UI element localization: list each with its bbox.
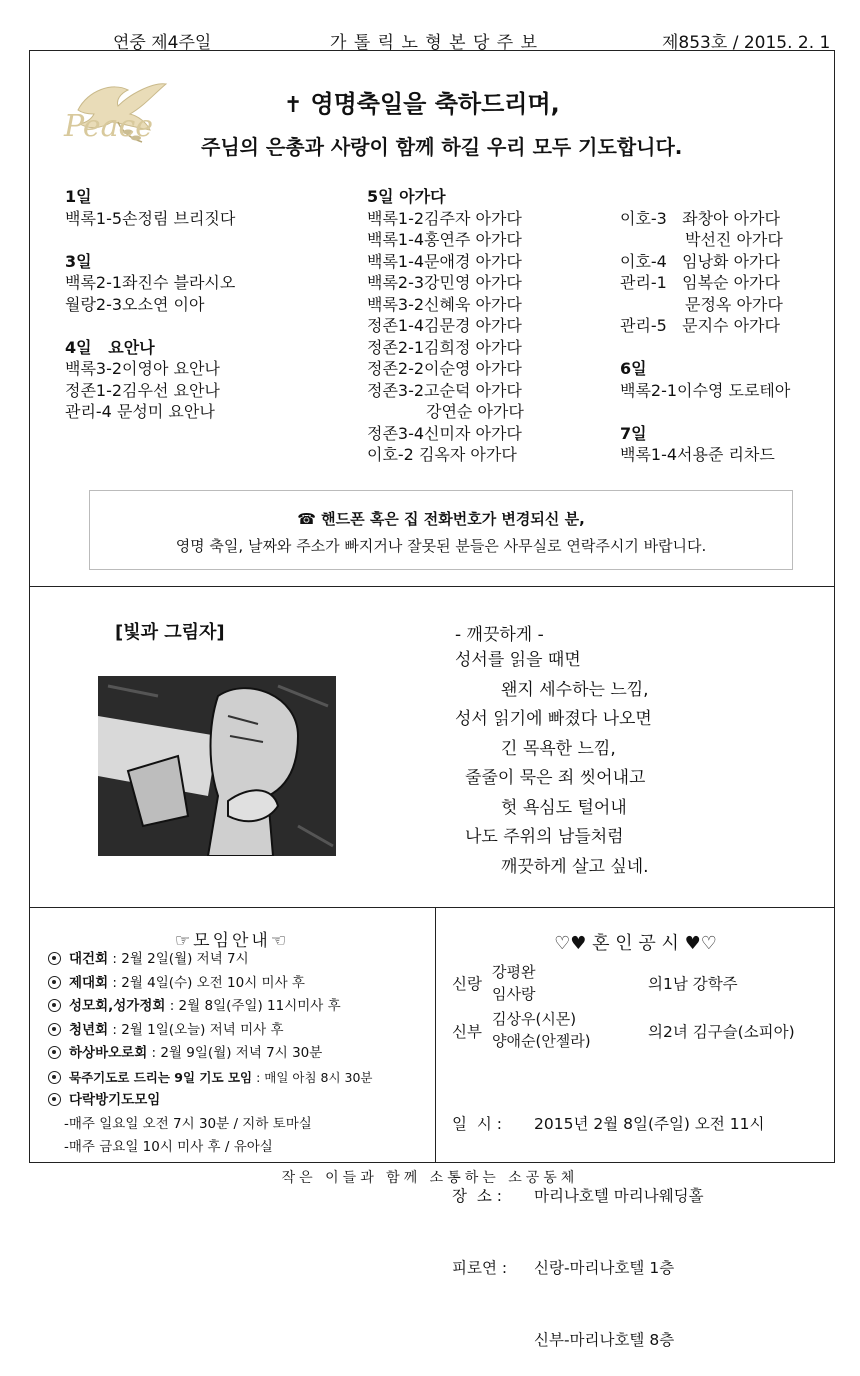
- wedding-place: 마리나호텔 마리나웨딩홀: [534, 1187, 704, 1205]
- feast-name: 강연순 아가다: [426, 402, 524, 421]
- notice-line-1-text: 핸드폰 혹은 집 전화번호가 변경되신 분,: [321, 510, 585, 528]
- meeting-item: [48, 972, 372, 996]
- meeting-detail: : 매일 아침 8시 30분: [252, 1069, 373, 1085]
- meeting-name: 청년회: [69, 1021, 109, 1038]
- groom-parent: 임사랑: [492, 985, 536, 1003]
- place-label: 장 소 :: [452, 1187, 502, 1205]
- feast-name: 이호-4 임낭화 아가다: [620, 251, 780, 271]
- divider: [29, 907, 835, 908]
- meeting-name: 묵주기도로 드리는 9일 기도 모임: [69, 1069, 253, 1085]
- feast-name: 정존2-1김희정 아가다: [367, 337, 522, 357]
- groom-parents: [492, 961, 535, 1005]
- day-heading: 6일: [620, 359, 647, 378]
- meetings-title: ☞모임안내☜: [174, 931, 290, 951]
- groom-label: 신랑: [452, 975, 482, 993]
- bullet-icon: [48, 1093, 61, 1106]
- poem-line: 긴 목욕한 느낌,: [501, 738, 616, 759]
- feast-name: 백록1-2김주자 아가다: [367, 208, 522, 228]
- meeting-detail: : 2월 4일(수) 오전 10시 미사 후: [108, 974, 305, 991]
- feast-name: 박선진 아가다: [685, 230, 783, 249]
- day-heading: 4일 요안나: [65, 337, 155, 357]
- meeting-name: 성모회,성가정회: [69, 998, 166, 1014]
- contact-notice: [89, 490, 793, 570]
- cross-icon: ✝: [284, 93, 303, 118]
- bride-parent: 김상우(시몬): [492, 1010, 577, 1028]
- bride-parent: 양애순(안젤라): [492, 1032, 591, 1050]
- day-heading: 5일 아가다: [367, 187, 446, 206]
- logo-text: Peace: [64, 109, 154, 144]
- poem-line: 나도 주위의 남들처럼: [465, 827, 624, 847]
- feast-title-text: 영명축일을 축하드리며,: [310, 90, 560, 118]
- meeting-item: [48, 1089, 372, 1113]
- section-label: [빛과 그림자]: [115, 622, 225, 643]
- feast-title: [284, 84, 560, 119]
- meeting-sub-item: -매주 일요일 오전 7시 30분 / 지하 토마실: [64, 1115, 312, 1132]
- meeting-detail: : 2월 1일(오늘) 저녁 미사 후: [108, 1021, 284, 1038]
- divider: [29, 586, 835, 587]
- date-label: 일 시 :: [452, 1115, 502, 1133]
- meeting-sub-item: -매주 금요일 10시 미사 후 / 유아실: [64, 1139, 273, 1155]
- feast-name: 백록1-5손정림 브리짓다: [65, 208, 236, 228]
- reception-place: 신랑-마리나호텔 1층: [534, 1259, 675, 1277]
- feast-name: 관리-5 문지수 아가다: [620, 316, 780, 335]
- feast-name: 정존3-4신미자 아가다: [367, 423, 522, 443]
- feast-name: 관리-1 임복순 아가다: [620, 273, 780, 292]
- feast-name: 백록1-4문애경 아가다: [367, 251, 522, 271]
- feast-col-1: [65, 186, 235, 423]
- poem-title: - 깨끗하게 -: [455, 625, 544, 645]
- meeting-detail: : 2월 8일(주일) 11시미사 후: [165, 998, 341, 1014]
- bullet-icon: [48, 952, 61, 965]
- feast-col-2: [367, 186, 524, 466]
- sketch-illustration: [98, 676, 336, 856]
- poem-line: 성서를 읽을 때면: [455, 650, 581, 670]
- poem: [455, 646, 652, 882]
- meeting-item: [48, 1066, 372, 1090]
- day-heading: 1일: [65, 187, 92, 206]
- day-heading: 7일: [620, 423, 647, 443]
- groom-relation: 의1남 강학주: [648, 975, 738, 993]
- bride-relation: 의2녀 김구슬(소피아): [648, 1023, 795, 1041]
- meetings-list: [48, 948, 372, 1160]
- footer-motto: 작은 이들과 함께 소통하는 소공동체: [281, 1170, 579, 1186]
- feast-name: 이호-2 김옥자 아가다: [367, 445, 517, 464]
- bride-parents: [492, 1008, 591, 1052]
- poem-line: 헛 욕심도 털어내: [501, 797, 627, 818]
- groom-parent: 강평완: [492, 963, 536, 981]
- feast-name: 백록2-3강민영 아가다: [367, 273, 522, 292]
- bullet-icon: [48, 1071, 61, 1084]
- poem-line: 깨끗하게 살고 싶네.: [501, 856, 649, 877]
- notice-line-1: [90, 508, 792, 529]
- feast-col-3: [620, 208, 790, 466]
- peace-dove-logo: [58, 72, 170, 154]
- parish-title: 가 톨 릭 노 형 본 당 주 보: [330, 33, 539, 53]
- feast-name: 백록2-1이수영 도로테아: [620, 380, 791, 400]
- feast-name: 정존1-2김우선 요안나: [65, 380, 220, 400]
- feast-name: 백록2-1좌진수 블라시오: [65, 273, 236, 292]
- bullet-icon: [48, 976, 61, 989]
- meeting-item: [48, 1042, 372, 1066]
- meeting-item: [48, 948, 372, 972]
- feast-name: 백록3-2이영아 요안나: [65, 359, 220, 378]
- bullet-icon: [48, 999, 61, 1012]
- meeting-detail: : 2월 2일(월) 저녁 7시: [108, 951, 249, 967]
- feast-name: 관리-4 문성미 요안나: [65, 402, 215, 421]
- feast-name: 문정옥 아가다: [685, 294, 783, 314]
- meeting-detail: : 2월 9일(월) 저녁 7시 30분: [147, 1045, 323, 1061]
- feast-name: 백록1-4홍연주 아가다: [367, 230, 522, 249]
- meeting-name: 제대회: [69, 974, 109, 991]
- meeting-name: 다락방기도모임: [69, 1092, 161, 1108]
- reception-label: 피로연 :: [452, 1259, 508, 1277]
- feast-name: 백록3-2신혜욱 아가다: [367, 294, 522, 314]
- phone-icon: ☎: [297, 510, 316, 528]
- bride-label: 신부: [452, 1023, 482, 1041]
- bullet-icon: [48, 1023, 61, 1036]
- issue-label: 제853호 / 2015. 2. 1: [662, 33, 831, 53]
- feast-name: 백록1-4서용준 리차드: [620, 445, 775, 464]
- notice-line-2: 영명 축일, 날짜와 주소가 빠지거나 잘못된 분들은 사무실로 연락주시기 바랍니다.: [175, 537, 707, 555]
- meeting-name: 대건회: [69, 951, 109, 967]
- week-label: 연중 제4주일: [113, 33, 212, 53]
- meeting-item: [48, 995, 372, 1019]
- feast-name: 이호-3 좌창아 아가다: [620, 208, 780, 228]
- wedding-details: [452, 1064, 764, 1376]
- poem-line: 줄줄이 묵은 죄 씻어내고: [465, 768, 646, 788]
- bullet-icon: [48, 1046, 61, 1059]
- day-heading: 3일: [65, 251, 92, 271]
- poem-line: 왠지 세수하는 느낌,: [501, 679, 649, 700]
- feast-name: 정존3-2고순덕 아가다: [367, 380, 522, 400]
- wedding-date: 2015년 2월 8일(주일) 오전 11시: [534, 1115, 765, 1133]
- feast-subtitle: 주님의 은총과 사랑이 함께 하길 우리 모두 기도합니다.: [201, 135, 683, 159]
- wedding-title: ♡♥ 혼 인 공 시 ♥♡: [554, 933, 717, 954]
- poem-line: 성서 읽기에 빠졌다 나오면: [455, 709, 652, 729]
- feast-name: 정존1-4김문경 아가다: [367, 316, 522, 335]
- feast-name: 정존2-2이순영 아가다: [367, 359, 522, 378]
- meeting-item: [48, 1019, 372, 1043]
- feast-name: 월랑2-3오소연 이아: [65, 294, 205, 314]
- meeting-name: 하상바오로회: [69, 1045, 148, 1061]
- reception-place: 신부-마리나호텔 8층: [534, 1331, 675, 1349]
